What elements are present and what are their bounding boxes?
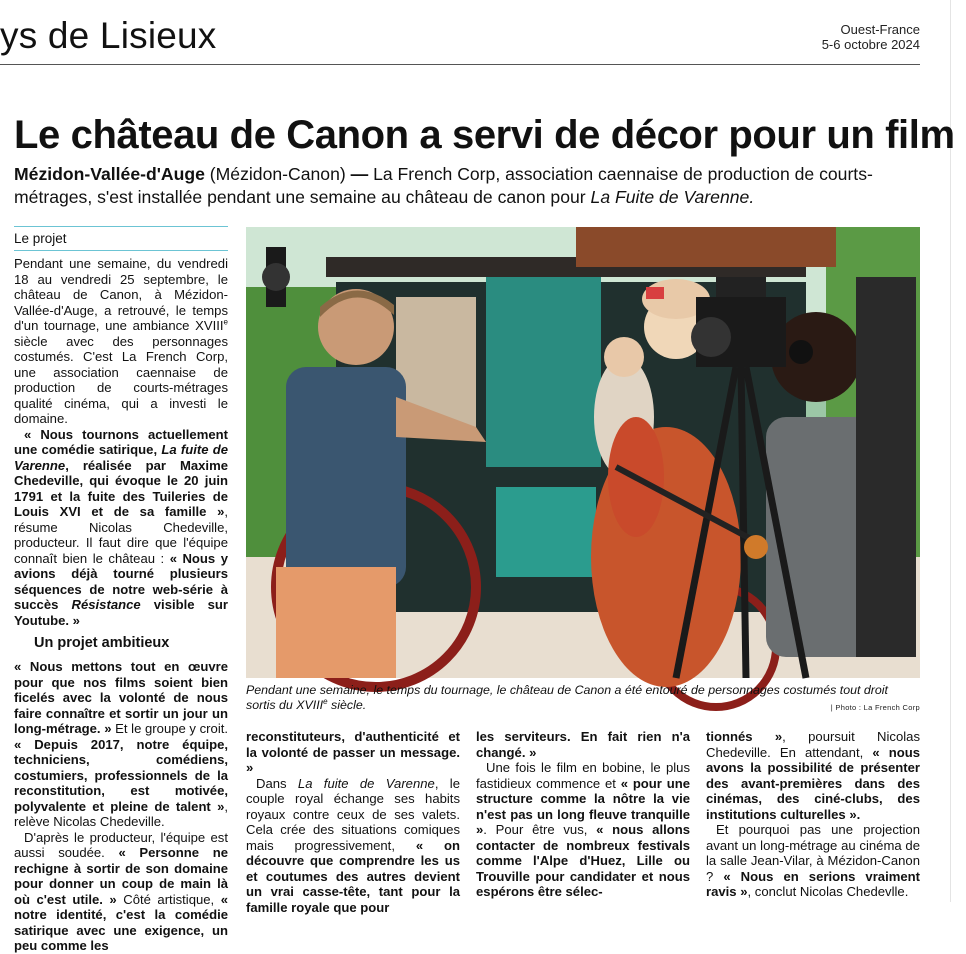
quote-run: « nous allons contacter de nombreux festivals comme l'Alpe d'Huez, Lille ou Trouville pour candidater et nous espérons être sélec- (476, 822, 690, 899)
quote-run: « Nous tournons actuellement une comédie satirique, (14, 426, 228, 457)
publication-info (822, 22, 920, 52)
lede-dash: — (350, 164, 374, 184)
series-title: Résistance (71, 597, 141, 612)
quote-run: reconstituteurs, d'authenticité et la volonté de passer un message. » (246, 729, 460, 775)
photo-illustration (246, 227, 920, 678)
quote-run: « Nous y avions déjà tourné plusieurs séquences de notre web-série à succès (14, 550, 229, 612)
article-column-4 (706, 729, 920, 900)
quote-run: « notre identité, c'est la comédie satirique avec une exigence, un peu comme les (14, 891, 228, 953)
text-run: Et le groupe y croit. (111, 721, 228, 736)
quote-run: « pour une structure comme la nôtre la vie n'est pas un long fleuve tranquille » (476, 775, 690, 837)
text-run: D'après le producteur, l'équipe est aussi soudée. (14, 829, 228, 860)
quote-run: « Personne ne rechigne à sortir de son domaine pour donner un coup de main là où c'est utile. » (14, 845, 228, 907)
quote-run: « Nous mettons tout en œuvre pour que nos films soient bien ficelés avec la volonté de nous faire connaître et sortir un jour un long-métrage. » (14, 659, 228, 736)
quote-run: « Nous en serions vraiment ravis » (706, 868, 920, 899)
article-photo (246, 227, 920, 678)
quote-run: visible sur Youtube. » (14, 597, 228, 628)
superscript: e (323, 696, 328, 706)
text-run: , le couple royal échange ses habits royaux contre ceux de ses valets. Cela crée des situations comiques mais progressivement, (246, 775, 460, 853)
quote-run: les serviteurs. En fait rien n'a changé. » (476, 729, 690, 760)
lede-place: Mézidon-Vallée-d'Auge (14, 164, 205, 184)
caption-text: Pendant une semaine, le temps du tournage, le château de Canon a été entouré de personnages costumés tout droit sortis du XVIII (246, 683, 888, 712)
paragraph (14, 256, 228, 427)
article-column-2 (246, 729, 460, 915)
article-lede (14, 163, 914, 209)
quote-run: « Depuis 2017, notre équipe, techniciens, comédiens, costumiers, professionnels de la reconstitution, est motivée, polyvalente et pleine de talent » (14, 736, 228, 814)
paragraph (476, 729, 690, 760)
header-divider (0, 64, 920, 65)
photo-caption (246, 683, 920, 713)
text-run: , conclut Nicolas Chedevlle. (747, 884, 909, 899)
film-title: La fuite de Varenne (297, 775, 435, 791)
quote-run: , réalisée par Maxime Chedeville, qui évoque le 20 juin 1791 et la fuite des Tuileries de Louis XVI et de sa famille » (14, 457, 228, 519)
paragraph (476, 760, 690, 900)
lede-text: La French Corp, association caennaise de production de courts-métrages, s'est installée pendant une semaine au château de canon pour (14, 164, 873, 207)
paragraph (14, 659, 228, 830)
paragraph (246, 729, 460, 776)
paragraph (706, 822, 920, 900)
quote-run: « nous avons la possibilité de présenter des avant-premières dans des cinémas, des ciné-clubs, des institutions culturelles ». (706, 744, 921, 822)
lede-place-detail: (Mézidon-Canon) (204, 164, 351, 184)
article-column-3 (476, 729, 690, 900)
text-run: Et pourquoi pas une projection avant un long-métrage au cinéma de la salle Jean-Vilar, à Mézidon-Canon ? (706, 822, 920, 884)
text-run: Dans (256, 775, 298, 791)
text-run: Côté artistique, (116, 891, 221, 907)
text-run: , relève Nicolas Chedeville. (14, 798, 228, 829)
text-run: Pendant une semaine, du vendredi 18 au vendredi 25 septembre, le château de Canon, à Mézidon-Vallée-d'Auge, a retrouvé, le temps d'un tournage, une ambiance XVIII (14, 256, 228, 333)
article-headline: Le château de Canon a servi de décor pour un film (14, 113, 955, 157)
caption-text: siècle. (327, 698, 367, 712)
publication-name: Ouest-France (840, 22, 920, 37)
quote-run: tionnés » (706, 729, 783, 744)
article-column-1 (14, 226, 228, 954)
text-run: siècle avec des personnages costumés. C'est La French Corp, une association caennaise de production de courts-métrages qualité cinéma, qui a investi le domaine. (14, 333, 228, 426)
paragraph (706, 729, 920, 822)
section-title: ys de Lisieux (0, 15, 217, 56)
section-kicker: Le projet (14, 231, 228, 251)
lede-film-title: La Fuite de Varenne. (590, 187, 755, 207)
paragraph (246, 776, 460, 916)
photo-credit: | Photo : La French Corp (830, 703, 920, 712)
subheading: Un projet ambitieux (34, 635, 170, 651)
text-run: . Pour être vus, (483, 822, 597, 837)
text-run: Une fois le film en bobine, le plus fastidieux commence et (476, 760, 690, 791)
paragraph (14, 427, 228, 629)
paragraph (14, 830, 228, 954)
film-title: La fuite de Varenne (14, 442, 228, 473)
text-run: , résume Nicolas Chedeville, producteur. Il faut dire que l'équipe connaît bien le château : (14, 504, 228, 566)
kicker-top-rule (14, 226, 228, 227)
quote-run: « on découvre que comprendre les us et coutumes des autres devient un vrai casse-tête, tant pour la famille royale que pour (246, 837, 460, 915)
superscript: e (223, 317, 228, 327)
text-run: , poursuit Nicolas Chedeville. En attendant, (706, 729, 920, 760)
publication-date: 5-6 octobre 2024 (821, 37, 920, 52)
